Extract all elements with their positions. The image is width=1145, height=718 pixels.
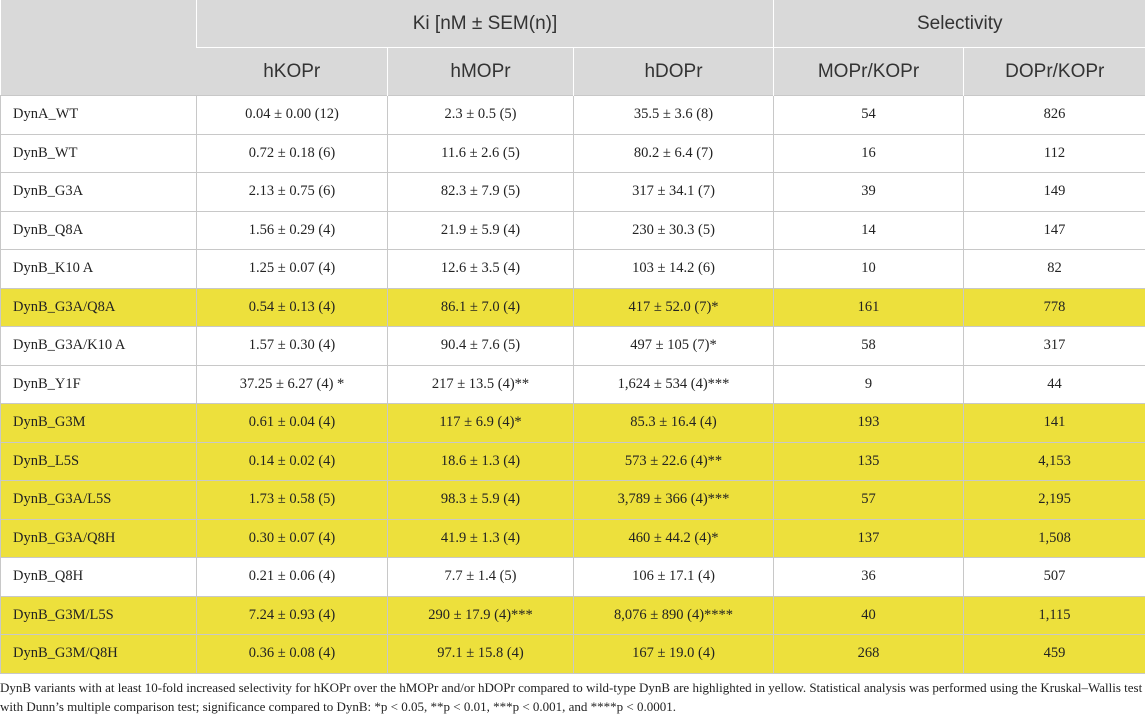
dopr-kopr-selectivity-cell: 4,153 [964,442,1145,481]
hmopr-ki-cell: 98.3 ± 5.9 (4) [388,481,574,520]
hkopr-ki-cell: 0.72 ± 0.18 (6) [197,134,388,173]
dopr-kopr-selectivity-cell: 1,508 [964,519,1145,558]
table-footnote: DynB variants with at least 10-fold increased selectivity for hKOPr over the hMOPr and/or hDOPr compared to wild-type DynB are highlighted in yellow. Statistical analysis was performed using the Kruskal–Wallis test with Dunn’s multiple comparison test; significance compared to DynB: *p < 0.05, **p < 0.01, ***p < 0.001, and ****p < 0.0001. [0,680,1143,714]
dopr-kopr-selectivity-cell: 82 [964,250,1145,289]
hkopr-ki-cell: 1.73 ± 0.58 (5) [197,481,388,520]
table-row [1,519,1145,558]
table-row [1,96,1145,135]
hdopr-ki-cell: 417 ± 52.0 (7)* [574,288,774,327]
hdopr-ki-cell: 1,624 ± 534 (4)*** [574,365,774,404]
hkopr-ki-cell: 0.61 ± 0.04 (4) [197,404,388,443]
hmopr-ki-cell: 41.9 ± 1.3 (4) [388,519,574,558]
variant-name-cell: DynB_Y1F [1,365,197,404]
table-row [1,404,1145,443]
hkopr-ki-cell: 0.21 ± 0.06 (4) [197,558,388,597]
mopr-kopr-selectivity-cell: 36 [774,558,964,597]
hdopr-ki-cell: 230 ± 30.3 (5) [574,211,774,250]
dopr-kopr-selectivity-cell: 778 [964,288,1145,327]
hkopr-ki-cell: 0.04 ± 0.00 (12) [197,96,388,135]
hdopr-ki-cell: 35.5 ± 3.6 (8) [574,96,774,135]
table-row [1,558,1145,597]
variant-name-cell: DynB_Q8A [1,211,197,250]
mopr-kopr-selectivity-cell: 268 [774,635,964,674]
mopr-kopr-selectivity-cell: 40 [774,596,964,635]
hmopr-ki-cell: 217 ± 13.5 (4)** [388,365,574,404]
hdopr-ki-cell: 103 ± 14.2 (6) [574,250,774,289]
hmopr-ki-cell: 82.3 ± 7.9 (5) [388,173,574,212]
selectivity-group-header: Selectivity [774,0,1145,48]
hmopr-ki-cell: 2.3 ± 0.5 (5) [388,96,574,135]
hkopr-ki-cell: 37.25 ± 6.27 (4) * [197,365,388,404]
dopr-kopr-selectivity-cell: 44 [964,365,1145,404]
variant-name-cell: DynB_G3A [1,173,197,212]
mopr-kopr-selectivity-cell: 10 [774,250,964,289]
hkopr-ki-cell: 0.36 ± 0.08 (4) [197,635,388,674]
table-row [1,481,1145,520]
hkopr-ki-cell: 7.24 ± 0.93 (4) [197,596,388,635]
variant-name-cell: DynB_G3M/L5S [1,596,197,635]
hkopr-ki-cell: 1.57 ± 0.30 (4) [197,327,388,366]
variant-name-cell: DynB_G3A/Q8A [1,288,197,327]
col-header-hmopr: hMOPr [388,48,574,96]
hdopr-ki-cell: 85.3 ± 16.4 (4) [574,404,774,443]
mopr-kopr-selectivity-cell: 57 [774,481,964,520]
table-row [1,250,1145,289]
dopr-kopr-selectivity-cell: 826 [964,96,1145,135]
hkopr-ki-cell: 0.54 ± 0.13 (4) [197,288,388,327]
hdopr-ki-cell: 497 ± 105 (7)* [574,327,774,366]
table-row [1,635,1145,674]
hmopr-ki-cell: 97.1 ± 15.8 (4) [388,635,574,674]
mopr-kopr-selectivity-cell: 16 [774,134,964,173]
hmopr-ki-cell: 86.1 ± 7.0 (4) [388,288,574,327]
mopr-kopr-selectivity-cell: 137 [774,519,964,558]
header-blank-cell [1,0,197,96]
hmopr-ki-cell: 117 ± 6.9 (4)* [388,404,574,443]
dopr-kopr-selectivity-cell: 2,195 [964,481,1145,520]
mopr-kopr-selectivity-cell: 54 [774,96,964,135]
col-header-hdopr: hDOPr [574,48,774,96]
hkopr-ki-cell: 0.14 ± 0.02 (4) [197,442,388,481]
variant-name-cell: DynB_WT [1,134,197,173]
hmopr-ki-cell: 11.6 ± 2.6 (5) [388,134,574,173]
hmopr-ki-cell: 290 ± 17.9 (4)*** [388,596,574,635]
variant-name-cell: DynB_G3M [1,404,197,443]
dopr-kopr-selectivity-cell: 459 [964,635,1145,674]
hkopr-ki-cell: 1.56 ± 0.29 (4) [197,211,388,250]
dopr-kopr-selectivity-cell: 149 [964,173,1145,212]
mopr-kopr-selectivity-cell: 161 [774,288,964,327]
table-row [1,288,1145,327]
col-header-hkopr: hKOPr [197,48,388,96]
mopr-kopr-selectivity-cell: 39 [774,173,964,212]
variant-name-cell: DynA_WT [1,96,197,135]
hdopr-ki-cell: 80.2 ± 6.4 (7) [574,134,774,173]
variant-name-cell: DynB_G3M/Q8H [1,635,197,674]
table-row [1,442,1145,481]
hmopr-ki-cell: 18.6 ± 1.3 (4) [388,442,574,481]
hmopr-ki-cell: 12.6 ± 3.5 (4) [388,250,574,289]
hkopr-ki-cell: 2.13 ± 0.75 (6) [197,173,388,212]
table-row [1,365,1145,404]
hmopr-ki-cell: 7.7 ± 1.4 (5) [388,558,574,597]
mopr-kopr-selectivity-cell: 193 [774,404,964,443]
dopr-kopr-selectivity-cell: 147 [964,211,1145,250]
dopr-kopr-selectivity-cell: 141 [964,404,1145,443]
hdopr-ki-cell: 460 ± 44.2 (4)* [574,519,774,558]
hdopr-ki-cell: 167 ± 19.0 (4) [574,635,774,674]
table-row [1,596,1145,635]
dopr-kopr-selectivity-cell: 317 [964,327,1145,366]
hkopr-ki-cell: 0.30 ± 0.07 (4) [197,519,388,558]
table-row [1,211,1145,250]
hdopr-ki-cell: 317 ± 34.1 (7) [574,173,774,212]
table-header [1,0,1145,96]
hdopr-ki-cell: 8,076 ± 890 (4)**** [574,596,774,635]
variant-name-cell: DynB_L5S [1,442,197,481]
mopr-kopr-selectivity-cell: 9 [774,365,964,404]
table-row [1,173,1145,212]
ki-group-header: Ki [nM ± SEM(n)] [197,0,774,48]
variant-name-cell: DynB_G3A/K10 A [1,327,197,366]
mopr-kopr-selectivity-cell: 58 [774,327,964,366]
dopr-kopr-selectivity-cell: 1,115 [964,596,1145,635]
hdopr-ki-cell: 3,789 ± 366 (4)*** [574,481,774,520]
variant-name-cell: DynB_G3A/L5S [1,481,197,520]
col-header-mopr-kopr: MOPr/KOPr [774,48,964,96]
variant-name-cell: DynB_K10 A [1,250,197,289]
col-header-dopr-kopr: DOPr/KOPr [964,48,1145,96]
mopr-kopr-selectivity-cell: 135 [774,442,964,481]
hkopr-ki-cell: 1.25 ± 0.07 (4) [197,250,388,289]
table-body [1,96,1145,674]
dopr-kopr-selectivity-cell: 112 [964,134,1145,173]
variant-name-cell: DynB_Q8H [1,558,197,597]
table-row [1,327,1145,366]
hdopr-ki-cell: 573 ± 22.6 (4)** [574,442,774,481]
hmopr-ki-cell: 21.9 ± 5.9 (4) [388,211,574,250]
hdopr-ki-cell: 106 ± 17.1 (4) [574,558,774,597]
mopr-kopr-selectivity-cell: 14 [774,211,964,250]
dopr-kopr-selectivity-cell: 507 [964,558,1145,597]
variant-name-cell: DynB_G3A/Q8H [1,519,197,558]
table-row [1,134,1145,173]
hmopr-ki-cell: 90.4 ± 7.6 (5) [388,327,574,366]
